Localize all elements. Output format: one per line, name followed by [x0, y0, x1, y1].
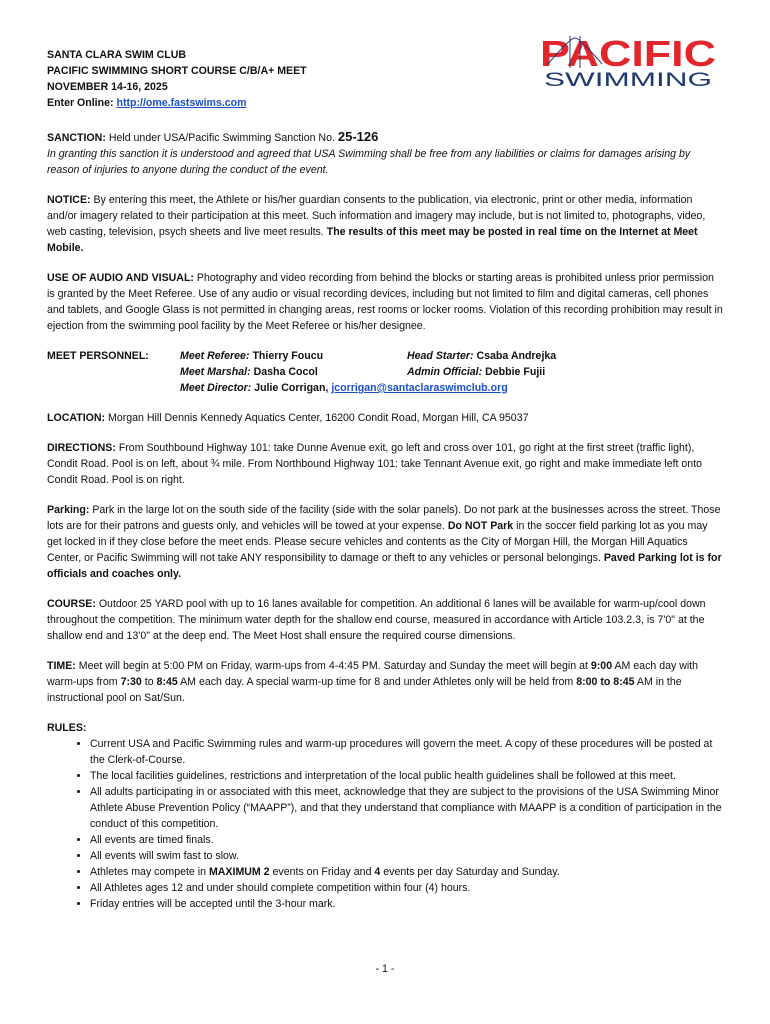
- rule-item: • Athletes may compete in MAXIMUM 2 events on Friday and 4 events per day Saturday and Sunday.: [90, 864, 723, 880]
- location-label: LOCATION:: [47, 412, 106, 424]
- time-label: TIME:: [47, 660, 76, 672]
- parking-section: [47, 502, 723, 582]
- personnel-label: MEET PERSONNEL:: [47, 350, 149, 362]
- parking-text-2: in the soccer field parking lot as you may get locked in if they close before the meet ends. Please secure vehicles and contents as the City of Morgan Hill, the Morgan Hill Aquatics Center, or Pacific Swimming will not take ANY responsibility to damage or theft to any vehicles or personal belongings.: [47, 520, 708, 564]
- entry-link[interactable]: http://ome.fastswims.com: [116, 97, 247, 109]
- notice-text: By entering this meet, the Athlete or his/her guardian consents to the publication, via electronic, print or other media, information and/or imagery related to their participation at this meet. Such information and imagery may include, but is not limited to, photographs, video, web casting, television, psych sheets and live meet results.: [47, 194, 706, 238]
- parking-text-1: Park in the large lot on the south side of the facility (side with the solar panels). Do not park at the businesses across the street. Those lots are for their patrons and guests only, and vehicles will be towed at your expense.: [47, 504, 721, 532]
- rule-item: • The local facilities guidelines, restrictions and interpretation of the local public health guidelines shall be followed at this meet.: [90, 768, 723, 784]
- club-name: SANTA CLARA SWIM CLUB: [47, 49, 187, 61]
- parking-label: Parking:: [47, 504, 90, 516]
- audio-visual-text: Photography and video recording from behind the blocks or starting areas is prohibited unless prior permission is granted by the Meet Referee. Use of any audio or visual recording devices, including but not limited to film and digital cameras, cell phones and tablets, and Google Glass is not permitted in changing areas, rest rooms or locker rooms. Violation of this recording prohibition may result in ejection from the swimming pool facility by the Meet Referee or his/her designee.: [47, 272, 723, 332]
- admin-official: Admin Official: Debbie Fujii: [407, 366, 546, 378]
- rule-item: • All Athletes ages 12 and under should complete competition within four (4) hours.: [90, 880, 723, 896]
- meet-director: Meet Director: Julie Corrigan, jcorrigan@santaclaraswimclub.org: [180, 382, 508, 394]
- course-label: COURSE:: [47, 598, 96, 610]
- sanction-disclaimer: In granting this sanction it is understood and agreed that USA Swimming shall be free from any liabilities or claims for damages arising by reason of injuries to anyone during the conduct of the event.: [47, 148, 691, 176]
- sanction-text: Held under USA/Pacific Swimming Sanction No.: [108, 132, 335, 144]
- page-number: - 1 -: [375, 963, 395, 975]
- notice-label: NOTICE:: [47, 194, 91, 206]
- rule-item: • Friday entries will be accepted until the 3-hour mark.: [90, 896, 723, 912]
- course-section: [47, 596, 723, 644]
- meet-header: [47, 47, 307, 111]
- audio-visual-section: [47, 270, 723, 334]
- time-section: TIME: Meet will begin at 5:00 PM on Friday, warm-ups from 4-4:45 PM. Saturday and Sunday the meet will begin at 9:00 AM each day with warm-ups from 7:30 to 8:45 AM each day. A special warm-up time for 8 and under Athletes only will be held from 8:00 to 8:45 AM in the instructional pool on Sat/Sun.: [47, 660, 699, 704]
- meet-referee: Meet Referee: Thierry Foucu: [180, 350, 324, 362]
- enter-online: [47, 95, 307, 111]
- notice-results: The results of this meet may be posted in real time on the Internet at Meet Mobile.: [47, 226, 698, 254]
- directions-label: DIRECTIONS:: [47, 442, 116, 454]
- meet-personnel-section: [47, 348, 723, 396]
- rule-item: • All events are timed finals.: [90, 832, 723, 848]
- parking-paved-lot: Paved Parking lot is for officials and coaches only.: [47, 552, 722, 580]
- course-text: Outdoor 25 YARD pool with up to 16 lanes available for competition. An additional 6 lanes will be available for warm-up/cool down throughout the competition. The minimum water depth for the shallow end course, measured in accordance with Article 103.2.3, is 7'0" at the shallow end and 13'0" at the deep end. The Meet Host shall ensure the required course dimensions.: [47, 598, 706, 642]
- enter-online-label: Enter Online:: [47, 97, 114, 109]
- rule-item: • All adults participating in or associated with this meet, acknowledge that they are subject to the provisions of the USA Swimming Minor Athlete Abuse Prevention Policy (“MAAPP”), and that they understand that compliance with MAAPP is a condition of participation in the conduct of this competition.: [90, 784, 723, 832]
- rules-list: [47, 736, 723, 912]
- directions-section: [47, 440, 723, 488]
- meet-information: [47, 129, 723, 912]
- logo-word-swimming: SWIMMING: [544, 70, 712, 90]
- audio-visual-label: USE OF AUDIO AND VISUAL:: [47, 272, 194, 284]
- sanction-number: 25-126: [337, 129, 379, 144]
- sanction-section: [47, 129, 723, 178]
- directions-text: From Southbound Highway 101: take Dunne Avenue exit, go left and cross over 101, go right at the first street (traffic light), Condit Road. Pool is on left, about ¾ mile. From Northbound Highway 101: take Tennant Avenue exit, go right and make immediate left onto Condit Road. Pool is on right.: [47, 442, 703, 486]
- head-starter: Head Starter: Csaba Andrejka: [407, 350, 557, 362]
- meet-marshal: Meet Marshal: Dasha Cocol: [180, 366, 318, 378]
- meet-title: PACIFIC SWIMMING SHORT COURSE C/B/A+ MEET: [47, 65, 307, 77]
- meet-dates: NOVEMBER 14-16, 2025: [47, 81, 168, 93]
- parking-do-not-park: Do NOT Park: [447, 520, 514, 532]
- sanction-label: SANCTION:: [47, 132, 106, 144]
- location-section: [47, 410, 723, 426]
- logo-word-pacific: PACIFIC: [540, 34, 717, 74]
- rule-item: • All events will swim fast to slow.: [90, 848, 723, 864]
- rule-item: • Current USA and Pacific Swimming rules and warm-up procedures will govern the meet. A copy of these procedures will be posted at the Clerk-of-Course.: [90, 736, 723, 768]
- rules-section: [47, 720, 723, 912]
- rules-label: RULES:: [47, 722, 87, 734]
- pacific-swimming-logo: [538, 34, 718, 90]
- director-email-link[interactable]: jcorrigan@santaclaraswimclub.org: [331, 382, 508, 394]
- location-text: Morgan Hill Dennis Kennedy Aquatics Center, 16200 Condit Road, Morgan Hill, CA 95037: [108, 412, 529, 424]
- notice-section: [47, 192, 723, 256]
